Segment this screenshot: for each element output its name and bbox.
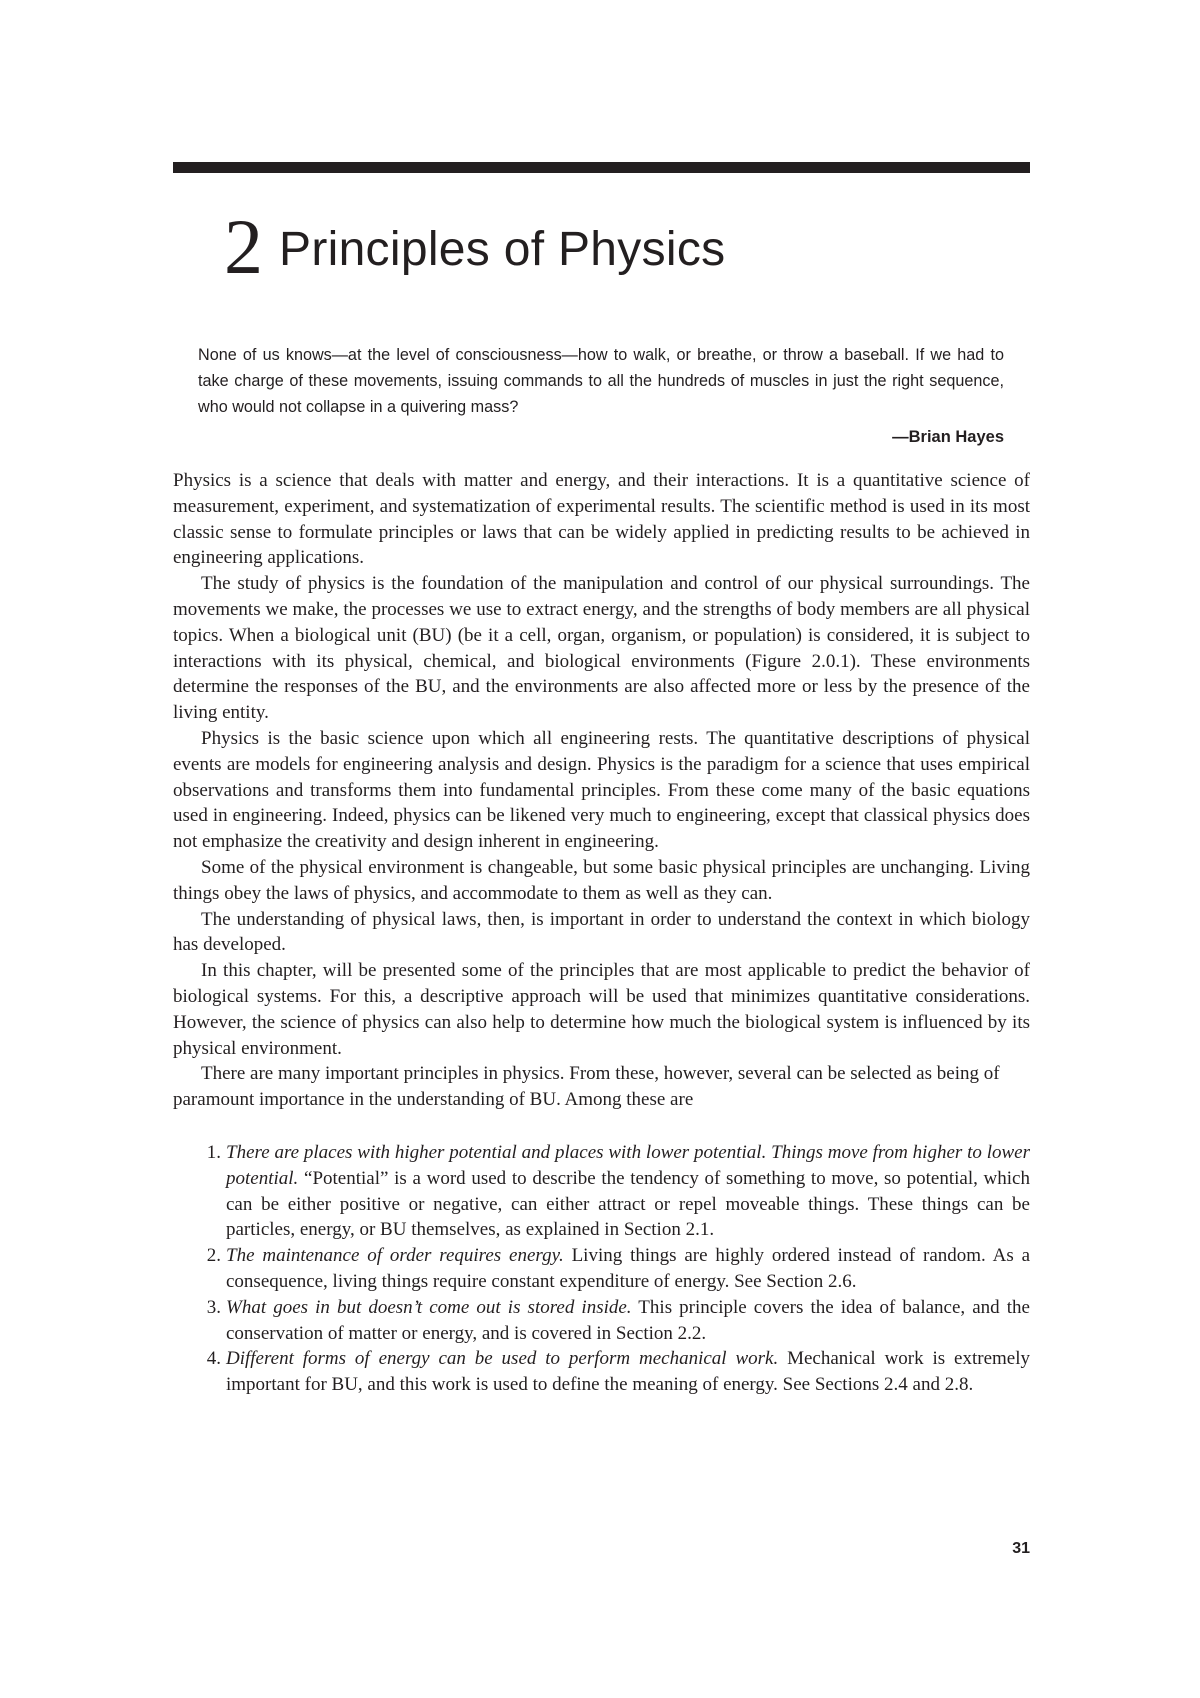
list-number: 3.: [206, 1296, 221, 1318]
paragraph: There are many important principles in physics. From these, however, several can be selected as being of paramount importance in the understanding of BU. Among these are: [173, 1063, 1000, 1111]
principle-explanation: Living things are highly ordered instead of random. As a consequence, living things require constant expenditure of energy. See Section 2.6.: [226, 1245, 1030, 1292]
principle-explanation: This principle covers the idea of balance, and the conservation of matter or energy, and is covered in Section 2.2.: [226, 1296, 1030, 1344]
chapter-heading: [224, 203, 726, 290]
principle-statement: What goes in but doesn’t come out is stored inside.: [226, 1296, 632, 1318]
paragraph: Physics is the basic science upon which all engineering rests. The quantitative descriptions of physical events are models for engineering analysis and design. Physics is the paradigm for a science that uses empirical observations and transforms them into fundamental principles. From these come many of the basic equations used in engineering. Indeed, physics can be likened very much to engineering, except that classical physics does not emphasize the creativity and design inherent in engineering.: [173, 727, 1030, 853]
list-item: [173, 1243, 1030, 1295]
list-item: [173, 1295, 1030, 1347]
list-item-text: [226, 1295, 1030, 1347]
paragraph: In this chapter, will be presented some of the principles that are most applicable to predict the behavior of biological systems. For this, a descriptive approach will be used that minimizes quantitative considerations. However, the science of physics can also help to determine how much the biological system is influenced by its physical environment.: [173, 960, 1030, 1059]
paragraph: Some of the physical environment is changeable, but some basic physical principles are unchanging. Living things obey the laws of physics, and accommodate to them as well as they can.: [173, 856, 1030, 904]
list-number: 4.: [206, 1348, 221, 1370]
principles-list: [173, 1140, 1030, 1398]
list-item-text: [226, 1140, 1030, 1243]
list-item-text: [226, 1346, 1030, 1398]
paragraph: The understanding of physical laws, then, is important in order to understand the context in which biology has developed.: [173, 908, 1030, 956]
list-item: [173, 1140, 1030, 1243]
list-item: [173, 1346, 1030, 1398]
epigraph-quote: None of us knows—at the level of consciousness—how to walk, or breathe, or throw a baseball. If we had to take charge of these movements, issuing commands to all the hundreds of muscles in just the right sequence, who would not collapse in a quivering mass?: [198, 346, 1004, 416]
list-number: 1.: [206, 1142, 221, 1163]
list-item-text: [226, 1243, 1030, 1295]
list-number: 2.: [206, 1245, 221, 1267]
page-number: 31: [1012, 1540, 1030, 1557]
epigraph-attribution: —Brian Hayes: [892, 428, 1004, 446]
principle-explanation: “Potential” is a word used to describe the tendency of something to move, so potential, which can be either positive or negative, can either attract or repel moveable things. These things can be particles, energy, or BU themselves, as explained in Section 2.1.: [226, 1167, 1030, 1241]
chapter-top-rule: [173, 162, 1030, 173]
body-text: [173, 468, 1030, 1113]
principle-statement: There are places with higher potential and places with lower potential. Things move from higher to lower potential.: [226, 1142, 1030, 1189]
chapter-number: 2: [224, 203, 263, 290]
principle-statement: The maintenance of order requires energy.: [226, 1245, 564, 1267]
paragraph: The study of physics is the foundation of the manipulation and control of our physical surroundings. The movements we make, the processes we use to extract energy, and the strengths of body members are all physical topics. When a biological unit (BU) (be it a cell, organ, organism, or population) is considered, it is subject to interactions with its physical, chemical, and biological environments (Figure 2.0.1). These environments determine the responses of the BU, and the environments are also affected more or less by the presence of the living entity.: [173, 573, 1030, 724]
chapter-title: Principles of Physics: [279, 223, 726, 276]
paragraph: Physics is a science that deals with matter and energy, and their interactions. It is a quantitative science of measurement, experiment, and systematization of experimental results. The scientific method is used in its most classic sense to formulate principles or laws that can be widely applied in predicting results to be achieved in engineering applications.: [173, 470, 1030, 569]
principle-statement: Different forms of energy can be used to perform mechanical work.: [226, 1348, 779, 1370]
principle-explanation: Mechanical work is extremely important for BU, and this work is used to define the meaning of energy. See Sections 2.4 and 2.8.: [226, 1348, 1030, 1396]
